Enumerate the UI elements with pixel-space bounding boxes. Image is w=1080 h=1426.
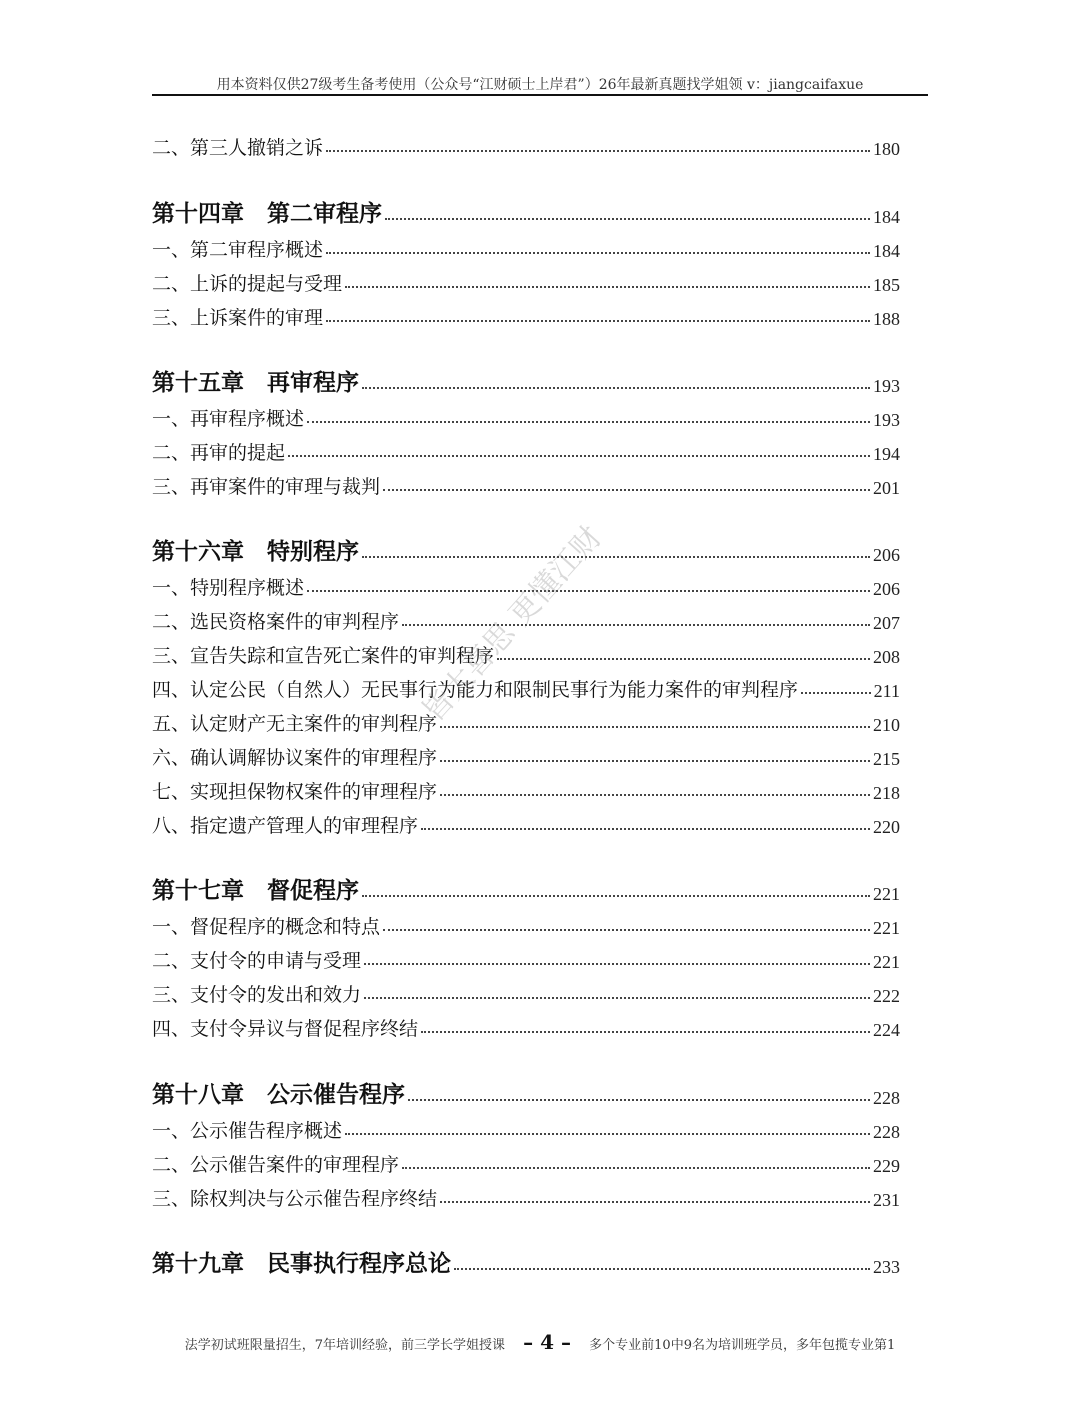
toc-section-row [152, 1177, 900, 1211]
dot-leader [383, 489, 870, 491]
toc-section-title: 一、第二审程序概述 [152, 239, 324, 261]
toc-section-row [152, 668, 900, 702]
toc-section-row [152, 1143, 900, 1177]
dot-leader [362, 895, 870, 897]
toc-section-title: 二、公示催告案件的审理程序 [152, 1154, 400, 1176]
toc-page-number: 224 [873, 1020, 900, 1040]
toc-page-number: 194 [873, 444, 900, 464]
toc-chapter-title: 第十六章 特别程序 [152, 538, 359, 565]
toc-section-row [152, 1007, 900, 1041]
toc-page-number: 222 [873, 986, 900, 1006]
toc-page-number: 207 [873, 613, 900, 633]
toc-chapter-row [152, 194, 900, 228]
dot-leader [364, 963, 870, 965]
dot-leader [421, 1031, 870, 1033]
toc-section-row [152, 296, 900, 330]
toc-chapter-title: 第十五章 再审程序 [152, 369, 359, 396]
toc-page-number: 210 [873, 715, 900, 735]
dot-leader [440, 794, 870, 796]
toc-section-title: 六、确认调解协议案件的审理程序 [152, 747, 438, 769]
toc-chapter-title: 第十八章 公示催告程序 [152, 1081, 405, 1108]
toc-section-title: 一、公示催告程序概述 [152, 1120, 343, 1142]
toc-page-number: 201 [873, 478, 900, 498]
toc-page-number: 184 [873, 207, 900, 227]
dot-leader [345, 1133, 870, 1135]
toc-page-number: 193 [873, 376, 900, 396]
toc-section-title: 二、支付令的申请与受理 [152, 950, 362, 972]
toc-section-row [152, 634, 900, 668]
toc-section-title: 四、认定公民（自然人）无民事行为能力和限制民事行为能力案件的审判程序 [152, 679, 799, 701]
toc-page-number: 206 [873, 545, 900, 565]
toc-page-number: 221 [873, 952, 900, 972]
toc-section-title: 一、督促程序的概念和特点 [152, 916, 381, 938]
toc-section-title: 二、第三人撤销之诉 [152, 137, 324, 159]
toc-page-number: 188 [873, 309, 900, 329]
toc-section-row [152, 465, 900, 499]
dot-leader [362, 556, 870, 558]
toc-page-number: 221 [873, 918, 900, 938]
dot-leader [440, 760, 870, 762]
dot-leader [402, 624, 870, 626]
toc-section-title: 一、再审程序概述 [152, 408, 305, 430]
page-header: 用本资料仅供27级考生备考使用（公众号“江财硕士上岸君”）26年最新真题找学姐领 v：jiangcaifaxue [216, 77, 864, 93]
dot-leader [440, 726, 870, 728]
dot-leader [402, 1167, 870, 1169]
toc-section-title: 三、宣告失踪和宣告死亡案件的审判程序 [152, 645, 495, 667]
toc-page-number: 185 [873, 275, 900, 295]
dot-leader [440, 1201, 870, 1203]
toc-section-title: 八、指定遗产管理人的审理程序 [152, 815, 419, 837]
toc-section-title: 三、除权判决与公示催告程序终结 [152, 1188, 438, 1210]
dot-leader [408, 1099, 870, 1101]
toc-page-number: 218 [873, 783, 900, 803]
watermark: 皆大喜思 更懂江财 [415, 519, 609, 729]
toc-section-row [152, 770, 900, 804]
dot-leader [801, 692, 871, 694]
page-footer [0, 1330, 1080, 1354]
toc-chapter-title: 第十九章 民事执行程序总论 [152, 1250, 451, 1277]
toc-section-row [152, 1109, 900, 1143]
toc-chapter-title: 第十七章 督促程序 [152, 877, 359, 904]
toc-page-number: 211 [873, 681, 900, 701]
dot-leader [326, 320, 870, 322]
toc-section-row [152, 262, 900, 296]
toc-section-title: 三、上诉案件的审理 [152, 307, 324, 329]
toc-page-number: 208 [873, 647, 900, 667]
toc-section-row [152, 702, 900, 736]
toc-section-title: 一、特别程序概述 [152, 577, 305, 599]
toc-section-row [152, 736, 900, 770]
dot-leader [326, 150, 870, 152]
dot-leader [454, 1268, 870, 1270]
toc-chapter-row [152, 363, 900, 397]
toc-section-title: 三、支付令的发出和效力 [152, 984, 362, 1006]
toc-section-row [152, 939, 900, 973]
toc-section-row [152, 228, 900, 262]
dot-leader [307, 421, 870, 423]
footer-right-text: 多个专业前10中9名为培训班学员，多年包揽专业第1 [589, 1338, 896, 1353]
toc-section-title: 四、支付令异议与督促程序终结 [152, 1018, 419, 1040]
toc-chapter-row [152, 1244, 900, 1278]
header-rule [152, 94, 928, 96]
toc-section-row [152, 397, 900, 431]
toc-chapter-row [152, 871, 900, 905]
toc-section-title: 二、上诉的提起与受理 [152, 273, 343, 295]
toc-page-number: 231 [873, 1190, 900, 1210]
toc-section-title: 三、再审案件的审理与裁判 [152, 476, 381, 498]
dot-leader [288, 455, 870, 457]
toc-chapter-row [152, 532, 900, 566]
dot-leader [326, 252, 870, 254]
toc-page-number: 228 [873, 1088, 900, 1108]
dot-leader [307, 590, 870, 592]
toc-chapter-title: 第十四章 第二审程序 [152, 200, 382, 227]
toc-section-row [152, 973, 900, 1007]
dot-leader [497, 658, 870, 660]
toc-section-title: 五、认定财产无主案件的审判程序 [152, 713, 438, 735]
toc-section-row [152, 431, 900, 465]
dot-leader [364, 997, 870, 999]
dot-leader [383, 929, 870, 931]
toc-page-number: 221 [873, 884, 900, 904]
toc-page-number: 206 [873, 579, 900, 599]
toc-section-title: 二、再审的提起 [152, 442, 286, 464]
toc-page-number: 228 [873, 1122, 900, 1142]
toc-page-number: 184 [873, 241, 900, 261]
dot-leader [345, 286, 870, 288]
toc-section-row [152, 126, 900, 160]
dot-leader [385, 218, 870, 220]
dot-leader [362, 387, 870, 389]
toc-page-number: 180 [873, 139, 900, 159]
toc-page-number: 233 [873, 1257, 900, 1277]
toc-page-number: 220 [873, 817, 900, 837]
toc-section-title: 二、选民资格案件的审判程序 [152, 611, 400, 633]
dot-leader [421, 828, 870, 830]
toc-page-number: 229 [873, 1156, 900, 1176]
toc-page-number: 193 [873, 410, 900, 430]
toc-section-row [152, 804, 900, 838]
toc-section-title: 七、实现担保物权案件的审理程序 [152, 781, 438, 803]
toc-chapter-row [152, 1075, 900, 1109]
footer-left-text: 法学初试班限量招生，7年培训经验，前三学长学姐授课 [184, 1338, 506, 1353]
toc-page-number: 215 [873, 749, 900, 769]
page-number: – 4 – [523, 1330, 572, 1354]
toc-section-row [152, 905, 900, 939]
